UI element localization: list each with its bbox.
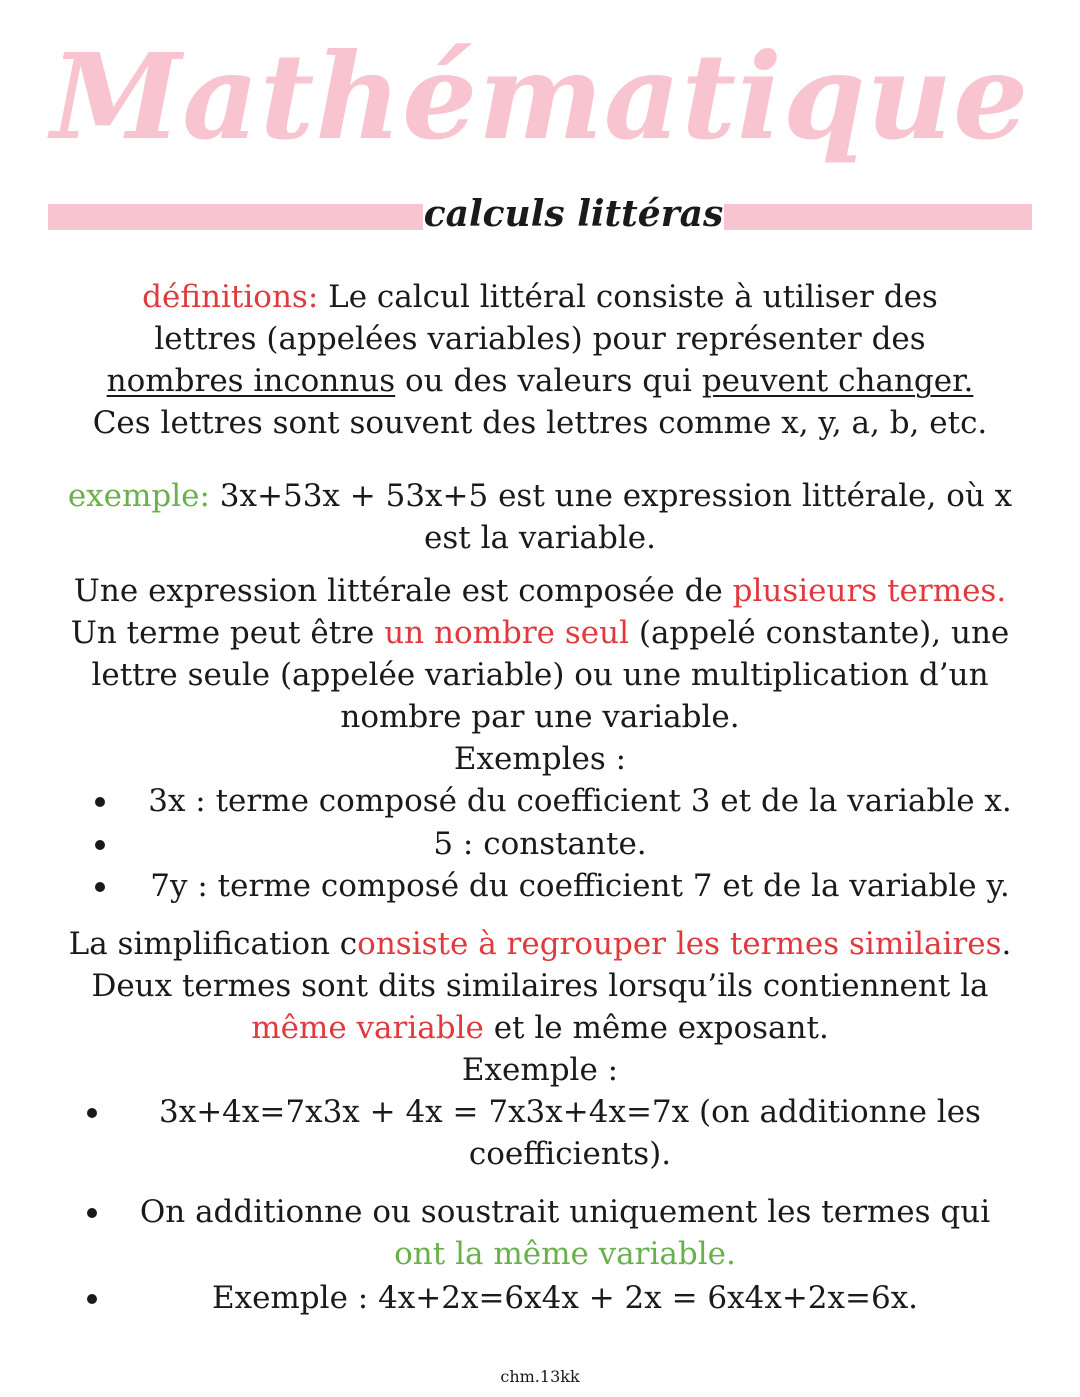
examples-heading: Exemples : [453,741,627,777]
definition-line-2: lettres (appelées variables) pour représenter des [154,321,926,357]
title-divider-right [724,204,1032,230]
list-item: 3x+4x=7x3x + 4x = 7x3x+4x=7x (on additionne les [159,1094,981,1130]
list-item: On additionne ou soustrait uniquement les termes qui [139,1194,991,1230]
definition-text-1: Le calcul littéral consiste à utiliser des [318,279,938,315]
simplification-text-1b: . [1001,926,1012,962]
definition-line-1 [0,276,1080,318]
terms-highlight-1: plusieurs termes. [732,573,1007,609]
terms-line-3: lettre seule (appelée variable) ou une multiplication d’un [91,657,989,693]
terms-line-1 [0,570,1080,612]
simplification-highlight-1: onsiste à regrouper les termes similaires [357,926,1002,962]
example-line-1 [0,475,1080,517]
underlined-unknown-numbers: nombres inconnus [106,363,396,399]
terms-line-2 [0,612,1080,654]
list-item: Exemple : 4x+2x=6x4x + 2x = 6x4x+2x=6x. [211,1280,919,1316]
page-title: Mathématique [50,27,1030,166]
title-divider-left [48,204,423,230]
list-item: 3x : terme composé du coefficient 3 et de la variable x. [148,783,1012,819]
underlined-can-change: peuvent changer. [701,363,974,399]
definition-line-4: Ces lettres sont souvent des lettres comme x, y, a, b, etc. [92,405,988,441]
page-subtitle: calculs littéras [423,193,724,235]
list-item: 7y : terme composé du coefficient 7 et de la variable y. [150,868,1010,904]
list-item-highlight: ont la même variable. [394,1236,736,1272]
list-item-continued: coefficients). [468,1136,672,1172]
definition-line-3 [0,360,1080,402]
terms-text-2b: (appelé constante), une [629,615,1010,651]
simplification-line-3 [0,1007,1080,1049]
list-item: 5 : constante. [433,826,647,862]
terms-text-1: Une expression littérale est composée de [73,573,733,609]
example-text-1: 3x+53x + 53x+5 est une expression littérale, où x [209,478,1013,514]
simplification-text-1a: La simplification c [68,926,358,962]
terms-line-4: nombre par une variable. [340,699,740,735]
simplification-text-3: et le même exposant. [483,1010,829,1046]
terms-highlight-2: un nombre seul [384,615,629,651]
simplification-highlight-2: même variable [251,1010,484,1046]
simplification-line-2: Deux termes sont dits similaires lorsqu’ils contiennent la [91,968,989,1004]
terms-text-2a: Un terme peut être [70,615,385,651]
example-heading: Exemple : [461,1052,619,1088]
author-signature: chm.13kk [500,1367,580,1386]
example-line-2: est la variable. [424,520,656,556]
definition-text-3: ou des valeurs qui [395,363,702,399]
simplification-line-1 [0,923,1080,965]
definition-label: définitions: [142,279,319,315]
example-label: exemple: [67,478,210,514]
